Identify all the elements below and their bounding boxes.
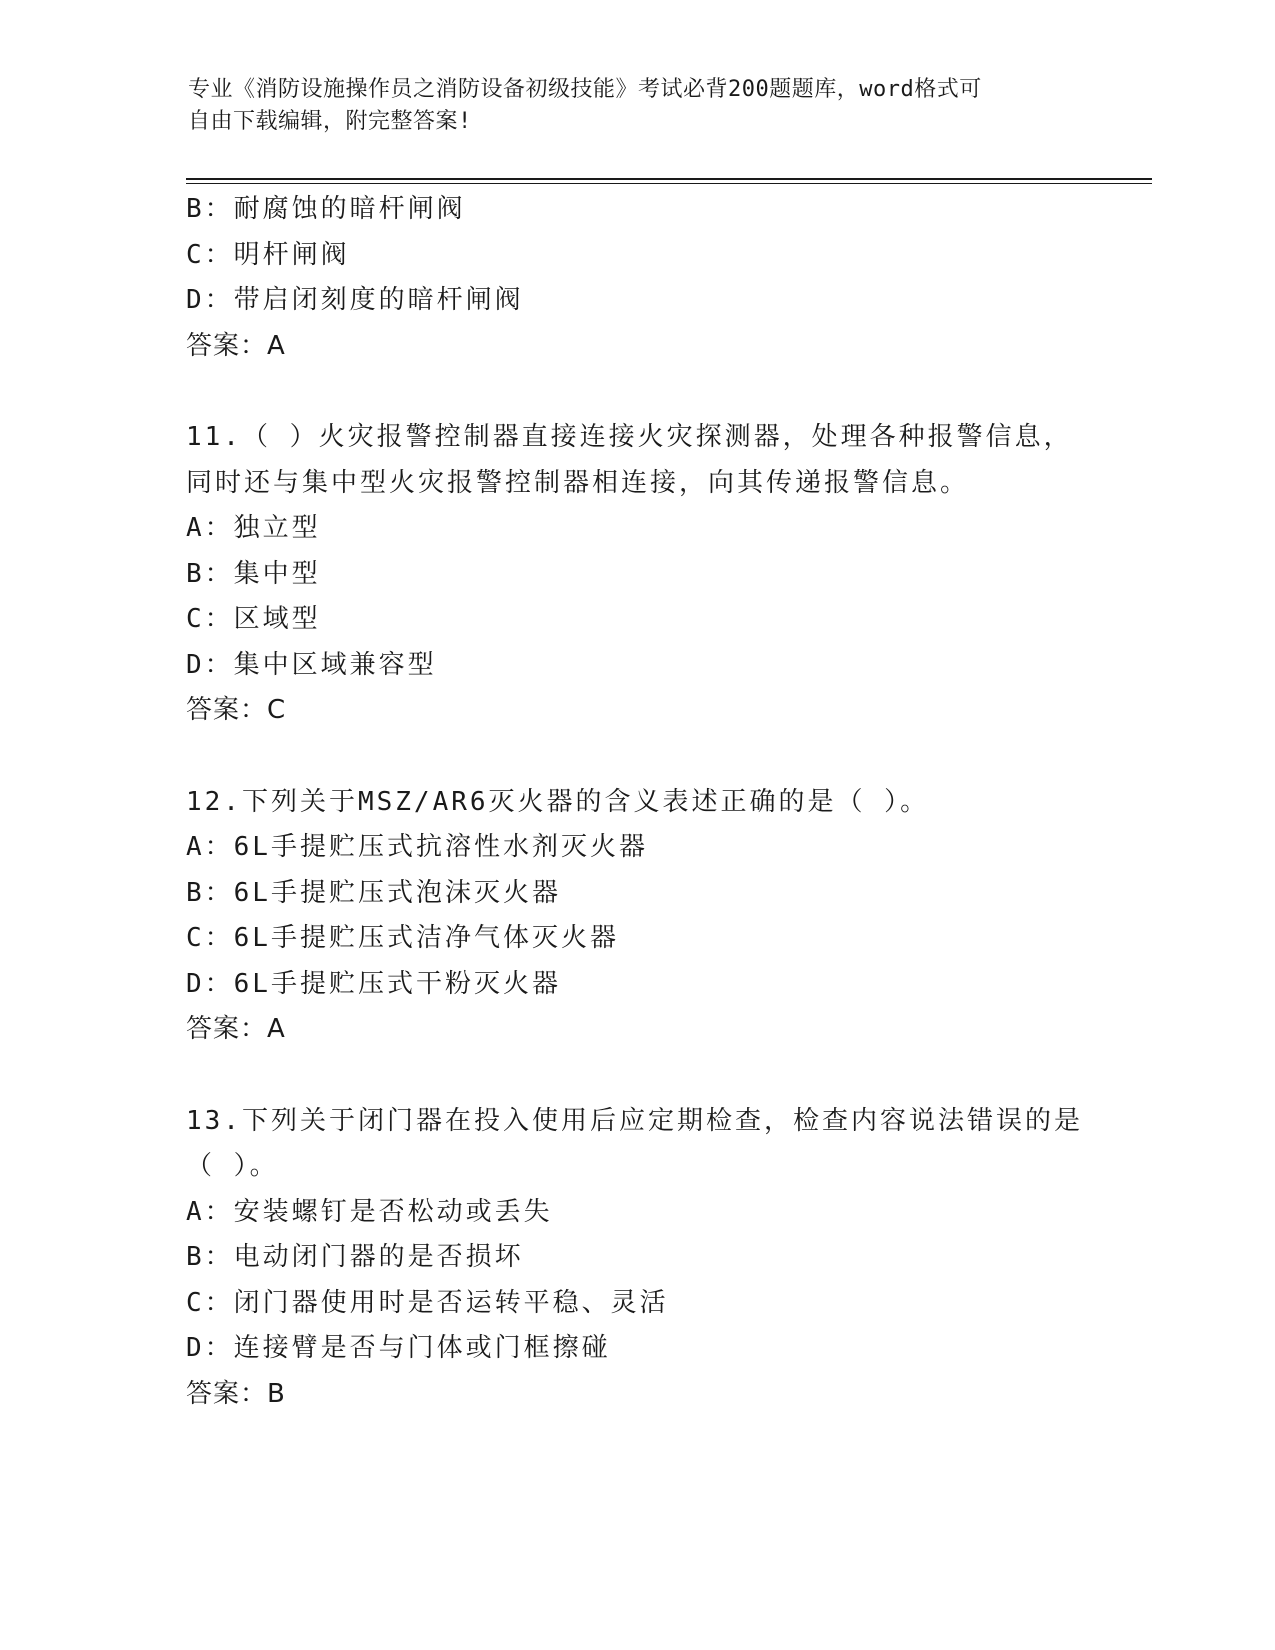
document-header xyxy=(188,74,1068,138)
answer: 答案：A xyxy=(186,330,286,361)
header-line-1: 专业《消防设施操作员之消防设备初级技能》考试必背200题题库，word格式可 xyxy=(188,77,982,102)
option-d: D：带启闭刻度的暗杆闸阀 xyxy=(186,285,524,315)
question-stem: 13.下列关于闭门器在投入使用后应定期检查，检查内容说法错误的是 xyxy=(186,1105,1083,1136)
option-d: D：集中区域兼容型 xyxy=(186,649,437,680)
option-c: C：明杆闸阀 xyxy=(186,239,350,270)
question-11 xyxy=(186,415,1086,734)
option-d: D：6L手提贮压式干粉灭火器 xyxy=(186,968,561,999)
header-line-2: 自由下载编辑，附完整答案! xyxy=(188,109,472,134)
option-b: B：电动闭门器的是否损坏 xyxy=(186,1242,524,1272)
option-d: D：连接臂是否与门体或门框擦碰 xyxy=(186,1333,611,1363)
question-12 xyxy=(186,780,1086,1053)
answer: 答案：B xyxy=(186,1378,286,1409)
question-stem: 11.（ ）火灾报警控制器直接连接火灾探测器，处理各种报警信息， xyxy=(186,422,1073,452)
option-a: A：安装螺钉是否松动或丢失 xyxy=(186,1196,553,1227)
option-c: C：6L手提贮压式洁净气体灭火器 xyxy=(186,923,619,953)
answer: 答案：A xyxy=(186,1014,286,1044)
option-b: B：耐腐蚀的暗杆闸阀 xyxy=(186,194,466,224)
question-list xyxy=(186,187,1086,1417)
question-10 xyxy=(186,187,1086,369)
option-c: C：闭门器使用时是否运转平稳、灵活 xyxy=(186,1287,669,1318)
question-stem-cont: （ ）。 xyxy=(186,1151,279,1181)
answer: 答案：C xyxy=(186,695,287,725)
option-a: A：6L手提贮压式抗溶性水剂灭火器 xyxy=(186,832,648,862)
question-stem-cont: 同时还与集中型火灾报警控制器相连接，向其传递报警信息。 xyxy=(186,467,970,498)
option-a: A：独立型 xyxy=(186,513,321,543)
question-13 xyxy=(186,1099,1086,1418)
question-stem: 12.下列关于MSZ/AR6灭火器的含义表述正确的是（ ）。 xyxy=(186,786,930,817)
header-rule-thin xyxy=(186,183,1152,184)
option-c: C：区域型 xyxy=(186,604,321,634)
option-b: B：6L手提贮压式泡沫灭火器 xyxy=(186,877,561,908)
option-b: B：集中型 xyxy=(186,558,321,589)
header-rule-thick xyxy=(186,178,1152,180)
